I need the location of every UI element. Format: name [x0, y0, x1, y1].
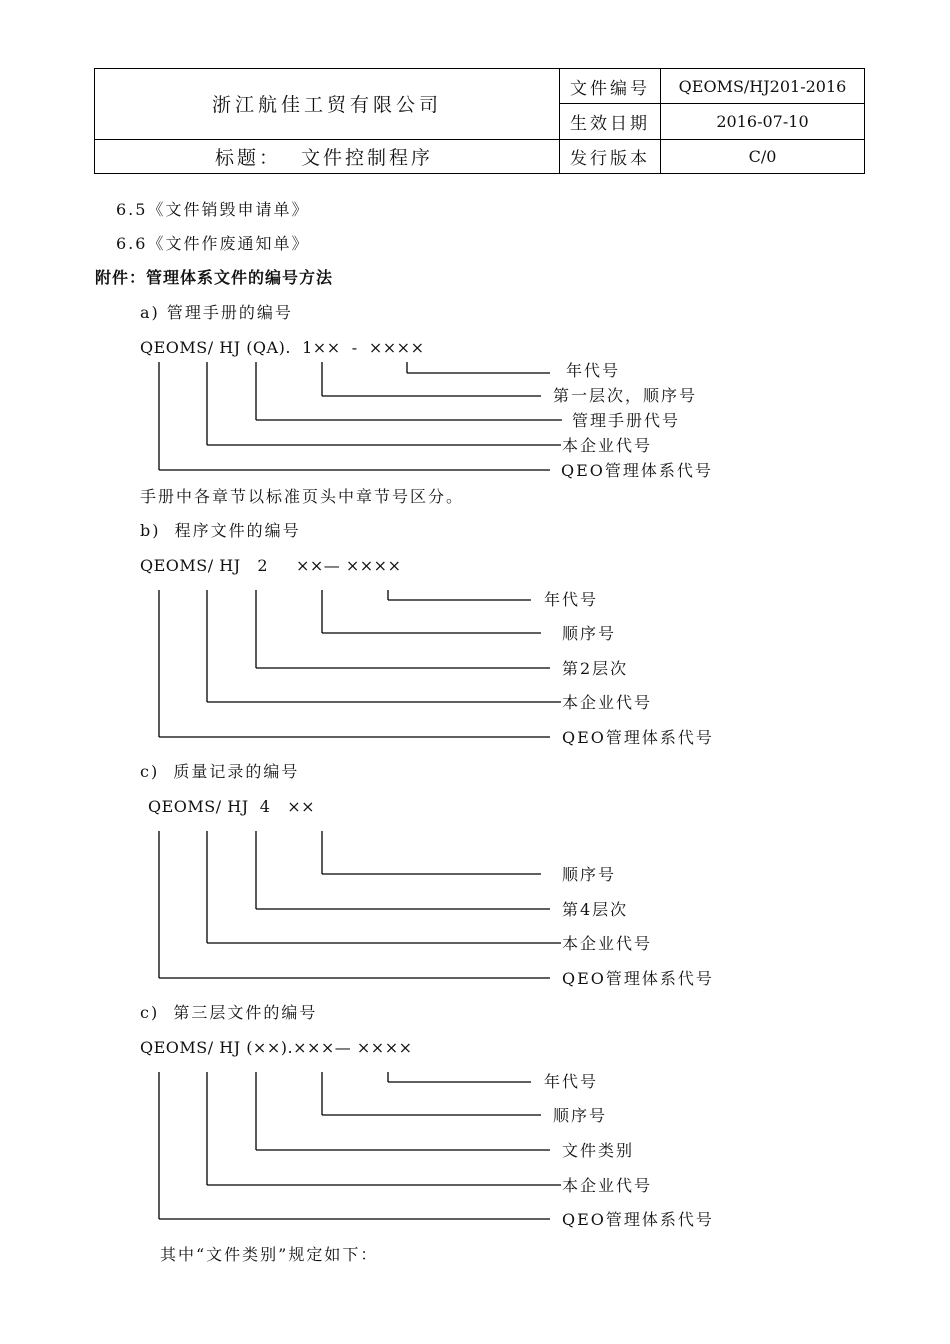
section-a-code: QEOMS/ HJ (QA). 1×× - ××××: [140, 338, 425, 357]
section-b-label-3: 第2层次: [562, 659, 629, 678]
section-b-label-4: 本企业代号: [562, 693, 653, 712]
section-c-code: QEOMS/ HJ 4 ××: [148, 797, 316, 816]
section-c-label-1: 顺序号: [562, 865, 617, 884]
section-d-note: 其中“文件类别”规定如下：: [160, 1245, 379, 1264]
section-d-label-1: 年代号: [544, 1072, 599, 1091]
section-b-code: QEOMS/ HJ 2 ××— ××××: [140, 556, 402, 575]
appendix-heading: 附件：管理体系文件的编号方法: [95, 268, 334, 287]
section-a-tree: [159, 362, 562, 470]
section-b-label-5: QEO管理体系代号: [562, 728, 714, 747]
doc-no-value: QEOMS/HJ201-2016: [661, 69, 865, 104]
section-a-label-4: 本企业代号: [562, 436, 653, 455]
section-b-tree: [159, 590, 561, 737]
item-6-5: 6.5《文件销毁申请单》: [116, 200, 310, 219]
section-c-label-4: QEO管理体系代号: [562, 969, 714, 988]
title-label: 标题：: [215, 146, 282, 169]
section-a-label-2: 第一层次，顺序号: [553, 386, 698, 405]
title-value: 文件控制程序: [301, 146, 434, 169]
section-d-label-4: 本企业代号: [562, 1176, 653, 1195]
version-label: 发行版本: [560, 139, 661, 173]
section-a-heading: a) 管理手册的编号: [140, 303, 293, 322]
section-c-tree: [159, 831, 561, 978]
section-d-code: QEOMS/ HJ (××).×××— ××××: [140, 1038, 413, 1057]
effective-date-value: 2016-07-10: [661, 104, 865, 139]
section-d-label-3: 文件类别: [562, 1141, 635, 1160]
section-b-heading: b) 程序文件的编号: [140, 521, 301, 540]
doc-no-label: 文件编号: [560, 69, 661, 104]
version-value: C/0: [661, 139, 865, 173]
section-a-note: 手册中各章节以标准页头中章节号区分。: [140, 487, 465, 506]
section-a-label-3: 管理手册代号: [572, 411, 681, 430]
section-c-label-3: 本企业代号: [562, 934, 653, 953]
section-b-label-1: 年代号: [544, 590, 599, 609]
section-d-tree: [159, 1072, 561, 1219]
section-d-heading: c) 第三层文件的编号: [140, 1003, 318, 1022]
section-d-label-5: QEO管理体系代号: [562, 1210, 714, 1229]
company-name: 浙江航佳工贸有限公司: [95, 69, 560, 140]
section-c-label-2: 第4层次: [562, 900, 629, 919]
section-d-label-2: 顺序号: [553, 1106, 608, 1125]
effective-date-label: 生效日期: [560, 104, 661, 139]
section-b-label-2: 顺序号: [562, 624, 617, 643]
section-a-label-5: QEO管理体系代号: [561, 461, 713, 480]
item-6-6: 6.6《文件作废通知单》: [116, 234, 310, 253]
section-a-label-1: 年代号: [566, 361, 621, 380]
section-c-heading: c) 质量记录的编号: [140, 762, 300, 781]
